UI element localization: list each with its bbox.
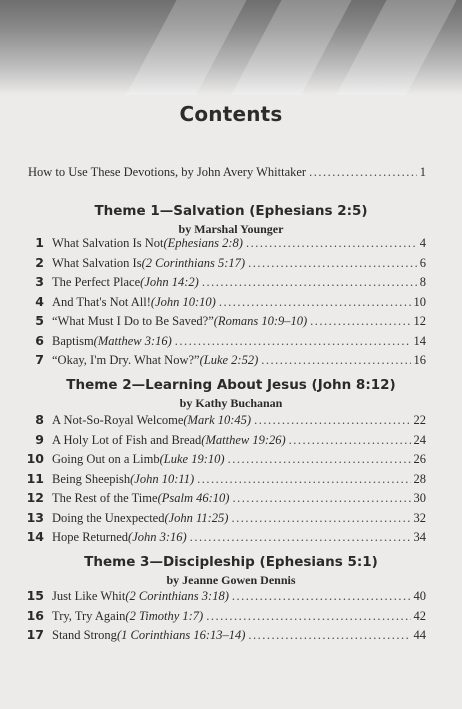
leader-dots [202,275,417,290]
entry-reference: (John 3:16) [128,530,187,544]
entry-page: 30 [413,491,426,505]
entry-number: 8 [35,412,44,427]
entry-page: 28 [413,471,426,486]
entry-reference: (Luke 19:10) [159,452,225,466]
entry-reference: (Luke 2:52) [199,353,259,367]
entry-title: The Rest of the Time [52,491,158,505]
entry-number: 5 [35,313,44,328]
list-item [0,412,462,432]
entry-page: 8 [419,275,426,289]
list-item [0,529,462,549]
entry-page: 6 [419,255,426,270]
entry-title: Going Out on a Limb [52,452,160,466]
list-item [0,313,462,333]
entry-page: 14 [413,333,426,348]
list-item [0,490,462,510]
entry-title: Just Like Whit [52,589,126,603]
theme-author: by Kathy Buchanan [179,396,283,410]
entry-reference: (John 11:25) [164,510,229,525]
header-band [0,0,462,95]
leader-dots [228,452,411,467]
list-item [0,294,462,314]
leader-dots [232,589,411,604]
entry-title: Doing the Unexpected [52,510,165,525]
theme-author: by Marshal Younger [178,222,284,236]
entry-number: 11 [26,470,44,486]
list-item [0,352,462,372]
entry-title: And That's Not All! [52,294,151,309]
entry-number: 10 [26,451,44,466]
entry-page: 42 [413,608,426,623]
entry-number: 4 [35,293,44,309]
leader-dots [248,256,417,271]
list-item [0,255,462,275]
list-item [0,608,462,628]
theme-author: by Jeanne Gowen Dennis [166,573,296,587]
entry-title: “Okay, I'm Dry. What Now?” [52,353,200,367]
entry-reference: (1 Corinthians 16:13–14) [116,628,246,642]
entry-number: 6 [35,332,44,348]
leader-dots [309,165,417,180]
entry-title: Hope Returned [52,530,129,544]
leader-dots [310,314,410,329]
leader-dots [197,472,410,487]
entry-reference: (John 10:10) [150,294,216,309]
entry-reference: (Psalm 46:10) [157,491,230,505]
list-item [0,510,462,530]
entry-number: 7 [35,352,44,367]
entry-title: What Salvation Is Not [52,236,164,250]
list-item [0,333,462,353]
entry-title: A Holy Lot of Fish and Bread [52,432,202,447]
leader-dots [289,433,411,448]
list-item [0,627,462,647]
list-item [0,432,462,452]
entry-title: Baptism [52,333,94,348]
entry-number: 15 [26,588,44,603]
entry-title: “What Must I Do to Be Saved?” [52,314,214,328]
theme-3-list [0,588,462,647]
entry-title: Try, Try Again [52,608,126,623]
entry-page: 10 [413,294,426,309]
list-item [0,235,462,255]
intro-text: How to Use These Devotions, by John Avery Whittaker [28,165,307,179]
leader-dots [261,353,410,368]
entry-reference: (2 Corinthians 5:17) [141,255,246,270]
theme-title: Theme 2—Learning About Jesus (John 8:12) [66,377,396,393]
entry-title: What Salvation Is [52,255,142,270]
list-item [0,451,462,471]
theme-2-header [0,377,462,411]
leader-dots [206,609,410,624]
entry-number: 9 [35,431,44,447]
list-item [0,274,462,294]
entry-reference: (2 Corinthians 3:18) [125,589,229,603]
leader-dots [246,236,417,251]
entry-page: 24 [413,432,426,447]
entry-reference: (Matthew 3:16) [93,333,172,348]
theme-2-list [0,412,462,549]
theme-title: Theme 1—Salvation (Ephesians 2:5) [94,203,368,219]
entry-page: 22 [413,413,426,427]
theme-1-header [0,203,462,237]
list-item [0,471,462,491]
entry-number: 17 [26,627,44,642]
entry-number: 1 [35,235,44,250]
entry-number: 2 [35,254,44,270]
entry-reference: (Ephesians 2:8) [163,236,243,250]
entry-page: 44 [413,628,426,642]
entry-number: 12 [26,490,44,505]
leader-dots [175,334,411,349]
theme-1-list [0,235,462,372]
list-item [0,588,462,608]
entry-page: 40 [413,589,426,603]
theme-title: Theme 3—Discipleship (Ephesians 5:1) [84,554,378,570]
entry-page: 26 [413,452,426,466]
intro-page: 1 [419,165,426,179]
entry-reference: (John 14:2) [140,275,199,289]
leader-dots [232,491,410,506]
entry-reference: (Matthew 19:26) [201,432,286,447]
entry-reference: (2 Timothy 1:7) [125,608,204,623]
entry-page: 16 [413,353,426,367]
leader-dots [190,530,411,545]
theme-3-header [0,554,462,588]
entry-title: Being Sheepish [52,471,131,486]
entry-reference: (Mark 10:45) [183,413,252,427]
entry-page: 12 [413,314,426,328]
leader-dots [254,413,410,428]
leader-dots [219,295,411,310]
entry-number: 3 [35,274,44,289]
entry-page: 32 [413,510,426,525]
leader-dots [248,628,410,643]
entry-title: Stand Strong [52,628,117,642]
entry-title: A Not-So-Royal Welcome [52,413,184,427]
intro-entry [28,165,426,180]
entry-number: 14 [26,529,44,544]
entry-page: 4 [419,236,426,250]
entry-page: 34 [413,530,426,544]
entry-number: 16 [26,607,44,623]
entry-number: 13 [26,509,44,525]
page-title: Contents [179,102,283,126]
leader-dots [231,511,410,526]
entry-title: The Perfect Place [52,275,141,289]
entry-reference: (John 10:11) [130,471,195,486]
entry-reference: (Romans 10:9–10) [213,314,308,328]
